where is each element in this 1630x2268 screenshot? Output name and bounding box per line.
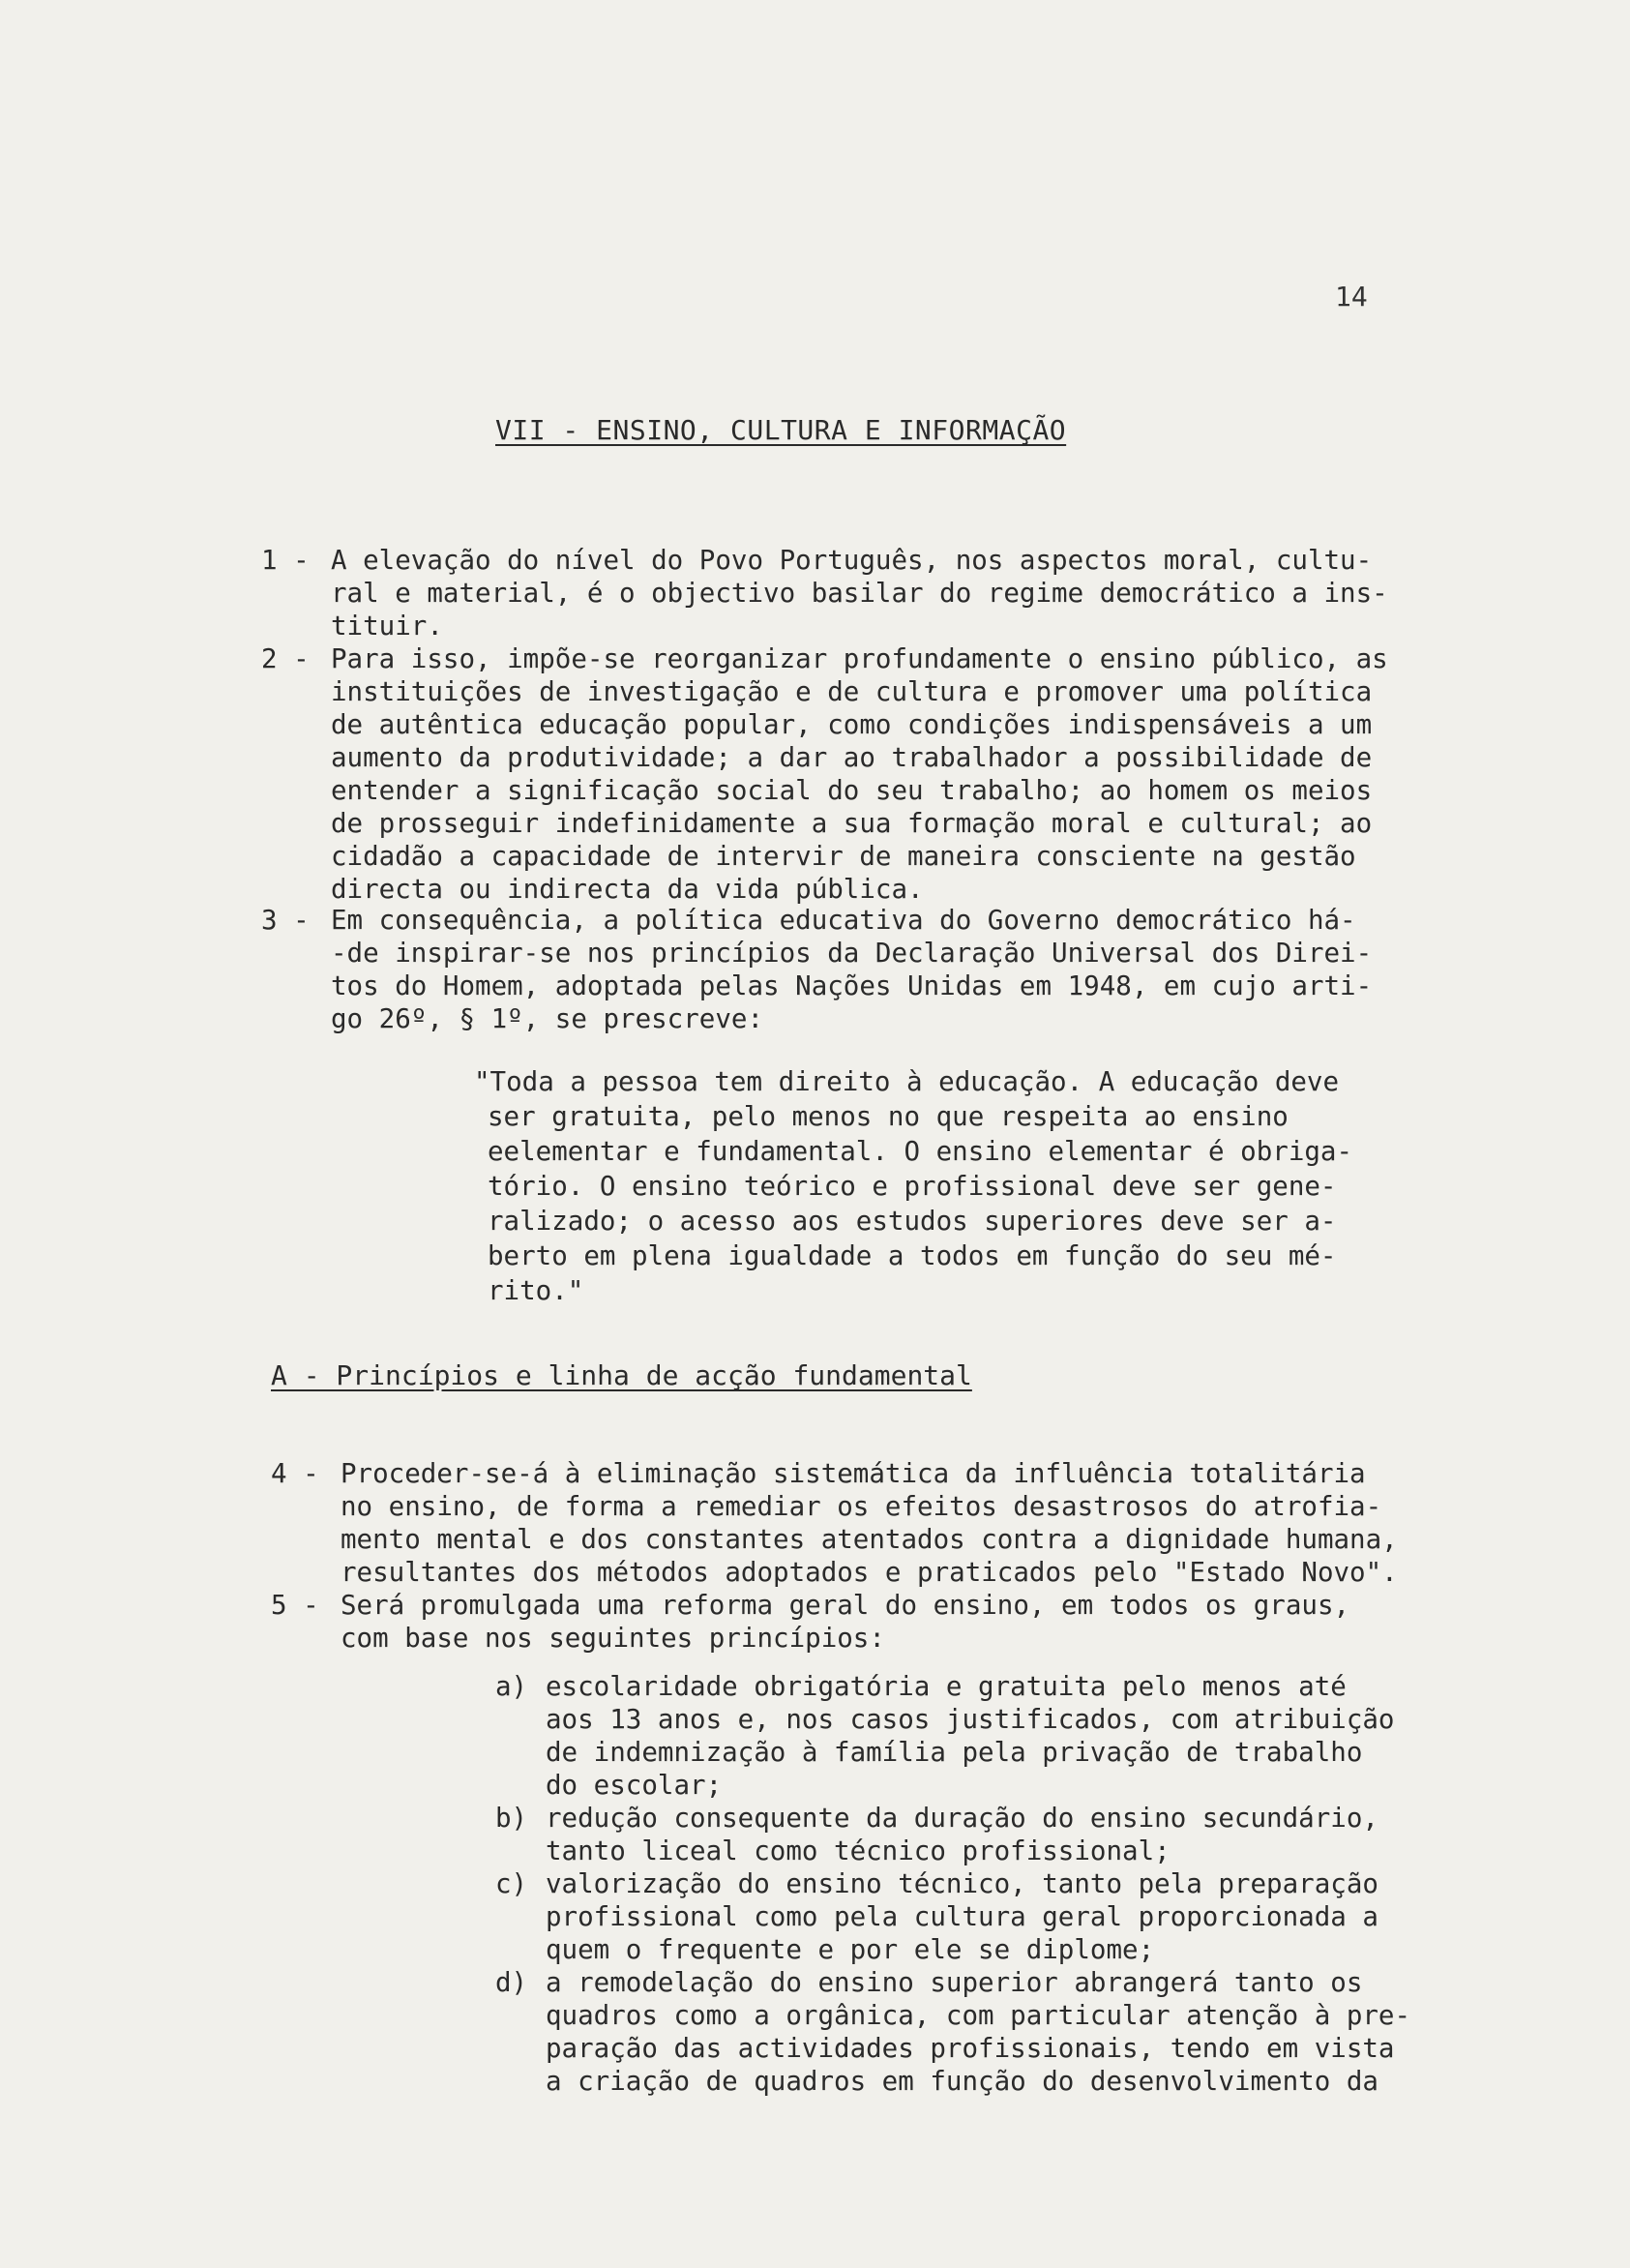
quote-line: tório. O ensino teórico e profissional deve ser gene- [488, 1171, 1337, 1202]
text-line: aos 13 anos e, nos casos justificados, com atribuição [546, 1704, 1395, 1735]
text-line: tituir. [331, 611, 443, 642]
text-line: redução consequente da duração do ensino secundário, [546, 1803, 1378, 1834]
text-line: quem o frequente e por ele se diplome; [546, 1934, 1155, 1965]
paragraph-5 [271, 1589, 1480, 1655]
text-line: a remodelação do ensino superior abrangerá tanto os [546, 1967, 1363, 1998]
paragraph-number: 2 - [261, 643, 310, 674]
text-line: resultantes dos métodos adoptados e praticados pelo "Estado Novo". [341, 1557, 1398, 1588]
quote-line: ralizado; o acesso aos estudos superiores deve ser a- [488, 1206, 1337, 1237]
quote-line: "Toda a pessoa tem direito à educação. A educação deve [474, 1066, 1340, 1097]
text-line: aumento da produtividade; a dar ao trabalhador a possibilidade de [331, 742, 1373, 773]
text-line: mento mental e dos constantes atentados contra a dignidade humana, [341, 1524, 1398, 1555]
paragraph-number: 3 - [261, 905, 310, 936]
quote-line: eelementar e fundamental. O ensino elementar é obriga- [488, 1136, 1353, 1167]
text-line: -de inspirar-se nos princípios da Declaração Universal dos Direi- [331, 938, 1373, 969]
text-line: de autêntica educação popular, como condições indispensáveis a um [331, 709, 1373, 740]
page-number: 14 [1335, 281, 1368, 313]
paragraph-1 [261, 544, 1470, 642]
list-item-label: a) [495, 1671, 528, 1702]
text-line: valorização do ensino técnico, tanto pela preparação [546, 1868, 1378, 1899]
lettered-list [495, 1670, 1410, 2098]
text-line: Para isso, impõe-se reorganizar profundamente o ensino público, as [331, 643, 1388, 674]
text-line: paração das actividades profissionais, tendo em vista [546, 2033, 1395, 2064]
list-item-c [495, 1867, 1410, 1966]
text-line: Será promulgada uma reforma geral do ensino, em todos os graus, [341, 1590, 1350, 1621]
text-line: directa ou indirecta da vida pública. [331, 874, 924, 905]
subheading: A - Princípios e linha de acção fundamental [271, 1359, 972, 1391]
text-line: escolaridade obrigatória e gratuita pelo menos até [546, 1671, 1347, 1702]
text-line: A elevação do nível do Povo Português, nos aspectos moral, cultu- [331, 545, 1373, 576]
list-item-d [495, 1966, 1410, 2098]
list-item-label: b) [495, 1803, 528, 1834]
text-line: go 26º, § 1º, se prescreve: [331, 1003, 764, 1034]
quotation-block [474, 1064, 1352, 1308]
text-line: tanto liceal como técnico profissional; [546, 1835, 1171, 1866]
list-item-label: d) [495, 1967, 528, 1998]
list-item-label: c) [495, 1868, 528, 1899]
text-line: cidadão a capacidade de intervir de maneira consciente na gestão [331, 841, 1356, 872]
paragraph-3 [261, 904, 1470, 1035]
text-line: a criação de quadros em função do desenvolvimento da [546, 2066, 1378, 2097]
text-line: tos do Homem, adoptada pelas Nações Unidas em 1948, em cujo arti- [331, 970, 1373, 1001]
list-item-b [495, 1802, 1410, 1867]
text-line: do escolar; [546, 1770, 723, 1801]
quote-line: ser gratuita, pelo menos no que respeita ao ensino [488, 1101, 1289, 1132]
text-line: entender a significação social do seu trabalho; ao homem os meios [331, 775, 1373, 806]
text-line: de indemnização à família pela privação de trabalho [546, 1737, 1363, 1768]
text-line: no ensino, de forma a remediar os efeitos desastrosos do atrofia- [341, 1491, 1382, 1522]
text-line: profissional como pela cultura geral proporcionada a [546, 1901, 1378, 1932]
text-line: de prosseguir indefinidamente a sua formação moral e cultural; ao [331, 808, 1373, 839]
text-line: instituições de investigação e de cultura e promover uma política [331, 676, 1373, 707]
paragraph-number: 5 - [271, 1590, 319, 1621]
quote-line: rito." [488, 1275, 584, 1306]
section-title: VII - ENSINO, CULTURA E INFORMAÇÃO [495, 414, 1067, 446]
paragraph-number: 4 - [271, 1458, 319, 1489]
text-line: com base nos seguintes princípios: [341, 1623, 885, 1654]
list-item-a [495, 1670, 1410, 1802]
paragraph-number: 1 - [261, 545, 310, 576]
quote-line: berto em plena igualdade a todos em função do seu mé- [488, 1240, 1337, 1271]
text-line: Em consequência, a política educativa do Governo democrático há- [331, 905, 1356, 936]
paragraph-4 [271, 1457, 1480, 1589]
text-line: Proceder-se-á à eliminação sistemática da influência totalitária [341, 1458, 1366, 1489]
text-line: ral e material, é o objectivo basilar do regime democrático a ins- [331, 578, 1388, 609]
paragraph-2 [261, 642, 1470, 906]
text-line: quadros como a orgânica, com particular atenção à pre- [546, 2000, 1411, 2031]
